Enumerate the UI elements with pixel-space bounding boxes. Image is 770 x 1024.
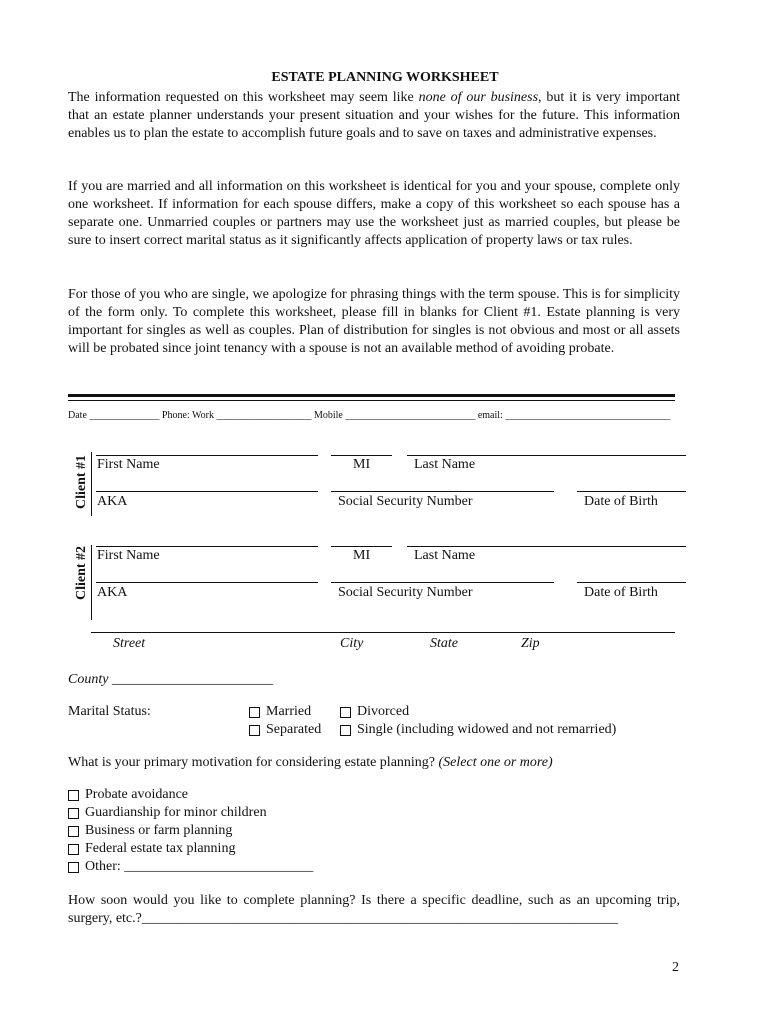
- client-1-label: Client #1: [74, 454, 89, 510]
- last-name-line[interactable]: [407, 455, 686, 456]
- motivation-option-other[interactable]: [68, 858, 313, 876]
- intro-paragraph-2: If you are married and all information on this worksheet is identical for you and your spouse, complete only one worksheet. If information for each spouse differs, make a copy of this worksheet so each spouse has a separate one. Unmarried couples or partners may use the worksheet just as married couples, but please be sure to insert correct marital status as it significantly affects application of property laws or tax rules.: [68, 179, 680, 248]
- client-1-bracket: [91, 452, 92, 516]
- motivation-option-probate[interactable]: [68, 786, 313, 804]
- client-1-first-name-label: First Name: [97, 457, 160, 472]
- marital-option-married[interactable]: [249, 703, 311, 721]
- client-2-mi-label: MI: [353, 548, 371, 563]
- intro-paragraph-1: [68, 89, 680, 143]
- motivation-option-federal-tax[interactable]: [68, 840, 313, 858]
- county-label: County: [68, 672, 109, 687]
- intro-paragraph-3: For those of you who are single, we apologize for phrasing things with the term spouse. This is for simplicity of the form only. To complete this worksheet, please fill in blanks for Client #1. Estate planning is very important for singles as well as couples. Plan of distribution for singles is not obvious and most or all assets will be probated since joint tenancy with a spouse is not an available method of avoiding probate.: [68, 287, 680, 356]
- motivation-option-business[interactable]: [68, 822, 313, 840]
- checkbox-icon[interactable]: [68, 826, 79, 837]
- motivation-question: [68, 755, 553, 771]
- motivation-option-guardianship[interactable]: [68, 804, 313, 822]
- option-label: Federal estate tax planning: [85, 841, 236, 856]
- page-title: ESTATE PLANNING WORKSHEET: [271, 70, 499, 85]
- question-hint: (Select one or more): [438, 755, 553, 770]
- client-2-aka-label: AKA: [97, 585, 128, 600]
- question-text: What is your primary motivation for considering estate planning?: [68, 755, 439, 770]
- dob-line[interactable]: [577, 582, 686, 583]
- intro-text: , but it is very important that an estate planner understands your present situation and your wishes for the future. This information enables us to plan the estate to accomplish future goals and to save on taxes and administrative expenses.: [68, 90, 680, 141]
- option-label: Married: [266, 704, 312, 719]
- checkbox-icon[interactable]: [249, 707, 260, 718]
- client-2-dob-label: Date of Birth: [584, 585, 658, 600]
- client-1-dob-label: Date of Birth: [584, 494, 658, 509]
- option-label: Other: ___________________________: [85, 859, 314, 874]
- checkbox-icon[interactable]: [68, 808, 79, 819]
- client-2-bracket: [91, 545, 92, 620]
- county-blank: _______________________: [108, 672, 273, 687]
- marital-option-divorced[interactable]: [340, 703, 409, 721]
- checkbox-icon[interactable]: [68, 862, 79, 873]
- client-2-label: Client #2: [74, 545, 89, 601]
- mi-line[interactable]: [331, 455, 392, 456]
- aka-line[interactable]: [96, 491, 318, 492]
- first-name-line[interactable]: [96, 546, 318, 547]
- address-line[interactable]: [91, 632, 675, 633]
- checkbox-icon[interactable]: [249, 725, 260, 736]
- option-label: Probate avoidance: [85, 787, 189, 802]
- first-name-line[interactable]: [96, 455, 318, 456]
- aka-line[interactable]: [96, 582, 318, 583]
- motivation-options: [68, 786, 313, 876]
- checkbox-icon[interactable]: [340, 725, 351, 736]
- client-1-last-name-label: Last Name: [414, 457, 476, 472]
- option-label: Guardianship for minor children: [85, 805, 267, 820]
- ssn-line[interactable]: [331, 491, 554, 492]
- contact-line[interactable]: Date ______________ Phone: Work ___________________ Mobile __________________________ email: _________________________________: [68, 410, 671, 421]
- client-1-aka-label: AKA: [97, 494, 128, 509]
- option-label: Single (including widowed and not remarried): [357, 722, 617, 737]
- client-2-last-name-label: Last Name: [414, 548, 476, 563]
- mi-line[interactable]: [331, 546, 392, 547]
- county-field[interactable]: [68, 672, 273, 688]
- marital-status-label: Marital Status:: [68, 704, 151, 719]
- option-label: Business or farm planning: [85, 823, 233, 838]
- client-2-first-name-label: First Name: [97, 548, 160, 563]
- section-divider: [68, 394, 675, 397]
- client-2-ssn-label: Social Security Number: [338, 585, 473, 600]
- intro-emphasis: none of our business: [418, 90, 539, 105]
- city-label: City: [340, 636, 364, 651]
- timeline-question[interactable]: How soon would you like to complete planning? Is there a specific deadline, such as an upcoming trip, surgery, etc.?____________________________________________________________________: [68, 893, 680, 926]
- zip-label: Zip: [521, 636, 540, 651]
- street-label: Street: [113, 636, 146, 651]
- marital-option-single[interactable]: [340, 721, 616, 739]
- intro-text: The information requested on this worksheet may seem like: [68, 90, 419, 105]
- dob-line[interactable]: [577, 491, 686, 492]
- checkbox-icon[interactable]: [68, 790, 79, 801]
- option-label: Divorced: [357, 704, 410, 719]
- client-1-mi-label: MI: [353, 457, 371, 472]
- option-label: Separated: [266, 722, 322, 737]
- section-divider: [68, 400, 675, 401]
- state-label: State: [430, 636, 458, 651]
- checkbox-icon[interactable]: [340, 707, 351, 718]
- checkbox-icon[interactable]: [68, 844, 79, 855]
- ssn-line[interactable]: [331, 582, 554, 583]
- marital-option-separated[interactable]: [249, 721, 321, 739]
- client-1-ssn-label: Social Security Number: [338, 494, 473, 509]
- page-number: 2: [672, 960, 679, 975]
- last-name-line[interactable]: [407, 546, 686, 547]
